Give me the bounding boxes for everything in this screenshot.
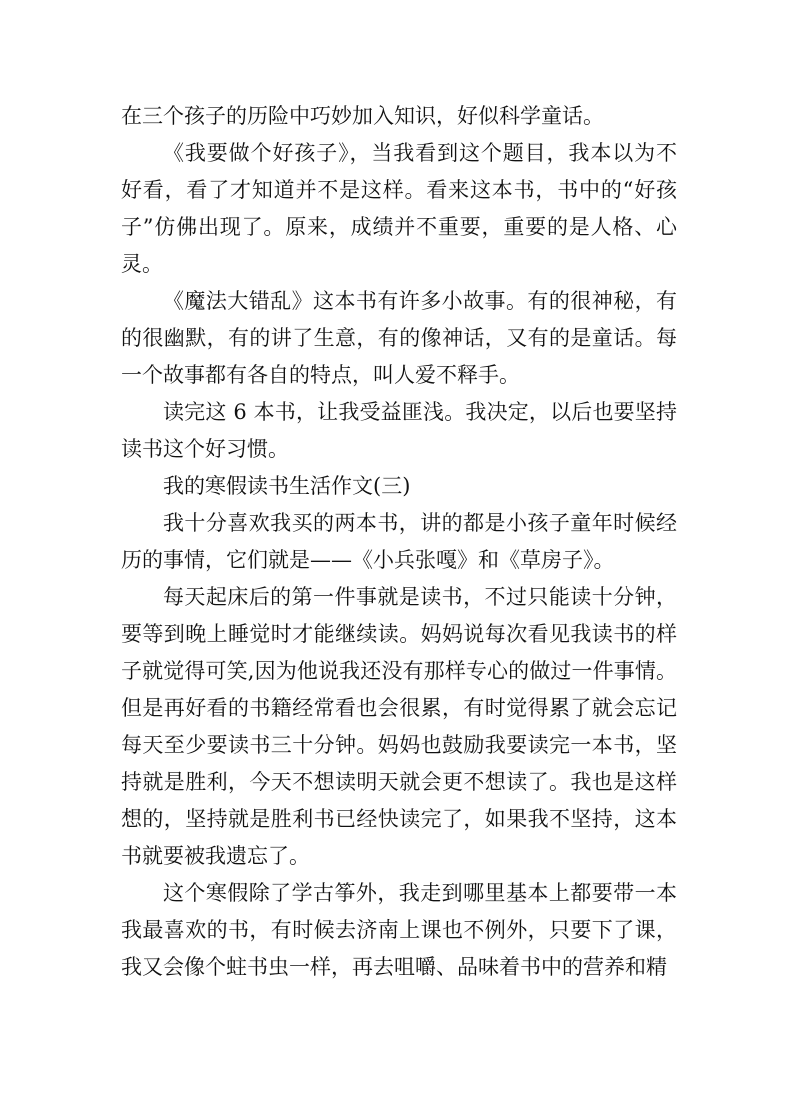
- paragraph-1: 在三个孩子的历险中巧妙加入知识，好似科学童话。: [121, 104, 604, 128]
- paragraph-6: 每天起床后的第一件事就是读书，不过只能读十分钟，要等到晚上睡觉时才能继续读。妈妈说每次看见我读书的样子就觉得可笑,因为他说我还没有那样专心的做过一件事情。但是再好看的书籍经常看也会很累，有时觉得累了就会忘记每天至少要读书三十分钟。妈妈也鼓励我要读完一本书，坚持就是胜利，今天不想读明天就会更不想读了。我也是这样想的，坚持就是胜利书已经快读完了，如果我不坚持，这本书就要被我遗忘了。: [121, 585, 677, 868]
- paragraph-5: 我十分喜欢我买的两本书，讲的都是小孩子童年时候经历的事情，它们就是——《小兵张嘎》和《草房子》。: [121, 511, 677, 572]
- section-heading: 我的寒假读书生活作文(三): [163, 474, 411, 498]
- paragraph-2: 《我要做个好孩子》，当我看到这个题目，我本以为不好看，看了才知道并不是这样。看来这本书，书中的“好孩子”仿佛出现了。原来，成绩并不重要，重要的是人格、心灵。: [121, 141, 677, 276]
- document-body: [121, 98, 677, 986]
- paragraph-4: 读完这 6 本书，让我受益匪浅。我决定，以后也要坚持读书这个好习惯。: [121, 400, 677, 461]
- paragraph-3: 《魔法大错乱》这本书有许多小故事。有的很神秘，有的很幽默，有的讲了生意，有的像神话，又有的是童话。每一个故事都有各自的特点，叫人爱不释手。: [121, 289, 677, 387]
- paragraph-7: 这个寒假除了学古筝外，我走到哪里基本上都要带一本我最喜欢的书，有时候去济南上课也不例外，只要下了课，我又会像个蛀书虫一样，再去咀嚼、品味着书中的营养和精: [121, 881, 677, 979]
